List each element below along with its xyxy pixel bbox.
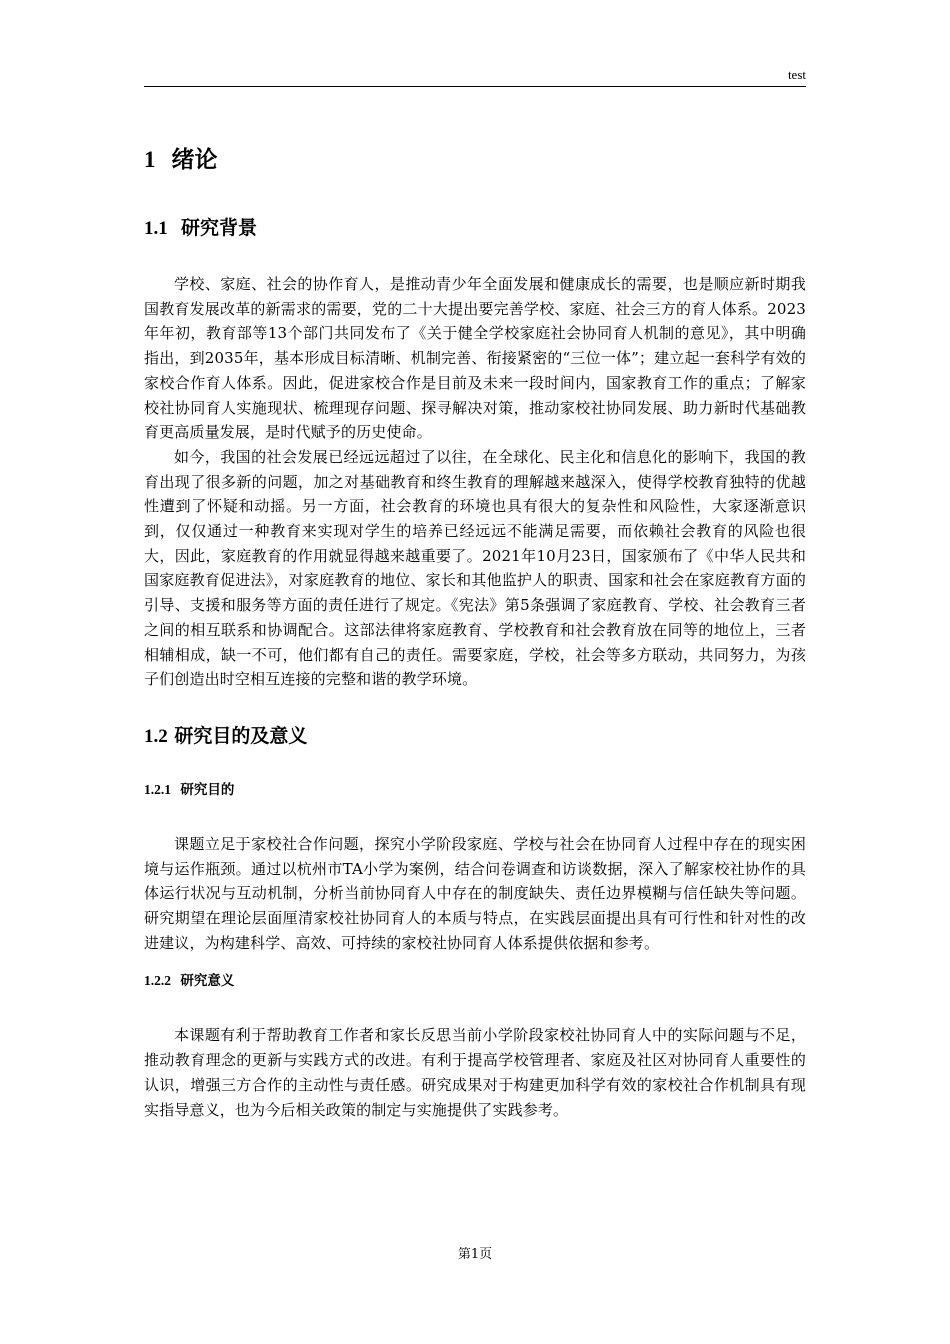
paragraph: 课题立足于家校社合作问题，探究小学阶段家庭、学校与社会在协同育人过程中存在的现实困境与运作瓶颈。通过以杭州市TA小学为案例，结合问卷调查和访谈数据，深入了解家校社协作的具体运行状况与互动机制，分析当前协同育人中存在的制度缺失、责任边界模糊与信任缺失等问题。研究期望在理论层面厘清家校社协同育人的本质与特点，在实践层面提出具有可行性和针对性的改进建议，为构建科学、高效、可持续的家校社协同育人体系提供依据和参考。 <box>144 834 806 952</box>
section-heading <box>144 720 806 752</box>
chapter-number: 1 <box>144 147 156 172</box>
paragraph: 本课题有利于帮助教育工作者和家长反思当前小学阶段家校社协同育人中的实际问题与不足，推动教育理念的更新与实践方式的改进。有利于提高学校管理者、家庭及社区对协同育人重要性的认识，增强三方合作的主动性与责任感。研究成果对于构建更加科学有效的家校社合作机制具有现实指导意义，也为今后相关政策的制定与实施提供了实践参考。 <box>144 1026 806 1119</box>
subsection-title: 研究目的 <box>180 781 235 798</box>
paragraph: 如今，我国的社会发展已经远远超过了以往，在全球化、民主化和信息化的影响下，我国的教育出现了很多新的问题，加之对基础教育和终生教育的理解越来越深入，使得学校教育独特的优越性遭到了怀疑和动摇。另一方面，社会教育的环境也具有很大的复杂性和风险性，大家逐渐意识到，仅仅通过一种教育来实现对学生的培养已经远远不能满足需要，而依赖社会教育的风险也很大，因此，家庭教育的作用就显得越来越重要了。2021年10月23日，国家颁布了《中华人民共和国家庭教育促进法》，对家庭教育的地位、家长和其他监护人的职责、国家和社会在家庭教育方面的引导、支援和服务等方面的责任进行了规定。《宪法》第5条强调了家庭教育、学校、社会教育三者之间的相互联系和协调配合。这部法律将家庭教育、学校教育和社会教育放在同等的地位上，三者相辅相成，缺一不可，他们都有自己的责任。需要家庭，学校，社会等多方联动，共同努力，为孩子们创造出时空相互连接的完整和谐的教学环境。 <box>144 447 806 689</box>
chapter-title: 绪论 <box>171 147 218 173</box>
chapter-heading <box>144 140 806 180</box>
section-title: 研究目的及意义 <box>174 724 308 747</box>
subsection-heading <box>144 778 806 802</box>
subsection-heading <box>144 969 806 993</box>
section-title: 研究背景 <box>180 217 257 239</box>
page-content <box>144 140 806 1122</box>
running-head: test <box>787 67 806 82</box>
section-number: 1.2 <box>144 725 168 747</box>
subsection-number: 1.2.2 <box>144 973 171 989</box>
header-rule <box>144 86 806 87</box>
section-heading <box>144 212 806 244</box>
subsection-number: 1.2.1 <box>144 781 171 797</box>
section-number: 1.1 <box>144 218 168 239</box>
paragraph: 学校、家庭、社会的协作育人，是推动青少年全面发展和健康成长的需要，也是顺应新时期我国教育发展改革的新需求的需要，党的二十大提出要完善学校、家庭、社会三方的育人体系。2023年年初，教育部等13个部门共同发布了《关于健全学校家庭社会协同育人机制的意见》，其中明确指出，到2035年，基本形成目标清晰、机制完善、衔接紧密的“三位一体”；建立起一套科学有效的家校合作育人体系。因此，促进家校合作是目前及未来一段时间内，国家教育工作的重点；了解家校社协同育人实施现状、梳理现存问题、探寻解决对策，推动家校社协同发展、助力新时代基础教育更高质量发展，是时代赋予的历史使命。 <box>144 275 806 442</box>
page-number: 第1页 <box>457 1247 493 1262</box>
subsection-title: 研究意义 <box>180 973 235 990</box>
